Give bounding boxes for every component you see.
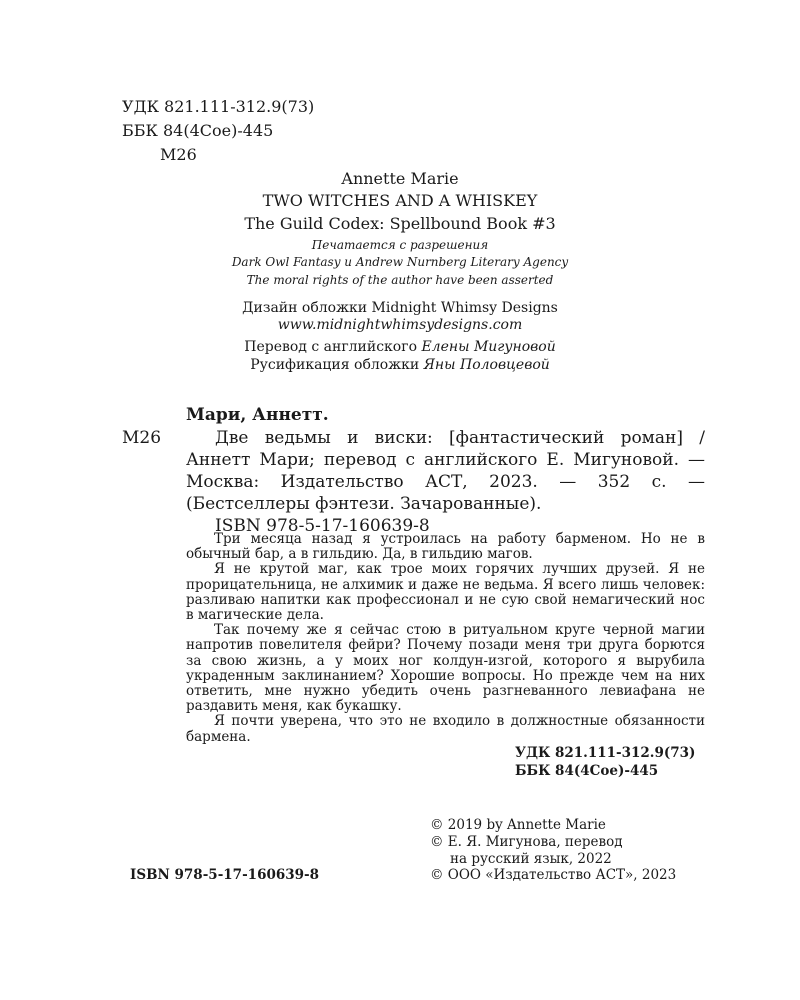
- cover-russification-credit: [150, 356, 650, 374]
- moral-rights: The moral rights of the author have been asserted: [246, 273, 554, 287]
- series-name: The Guild Codex: Spellbound Book #3: [244, 214, 556, 233]
- permission-line-2: Dark Owl Fantasy и Andrew Nurnberg Literary Agency: [231, 255, 569, 269]
- udk-code: УДК 821.111-312.9(73): [122, 97, 315, 116]
- copyright-publisher: © ООО «Издательство АСТ», 2023: [430, 867, 677, 883]
- translator-name: Елены Мигуновой: [421, 339, 556, 355]
- bib-author-mark: М26: [122, 428, 162, 448]
- original-author: Annette Marie: [341, 169, 459, 188]
- isbn-bottom: ISBN 978-5-17-160639-8: [130, 867, 320, 883]
- bib-isbn: ISBN 978-5-17-160639-8: [215, 516, 430, 536]
- bib-line-3: Москва: Издательство АСТ, 2023. — 352 с. —: [186, 472, 705, 492]
- annotation-paragraph: Так почему же я сейчас стою в ритуальном круге черной магии напротив повелителя фейри? Почему позади меня три друга борются за свою жизнь, а у моих ног колдун-изгой, которого я вырубила украденным заклинанием? Хорошие вопросы. Но прежде чем на них ответить, мне нужно убедить очень разгневанного левиафана не раздавить меня, как букашку.: [186, 622, 705, 715]
- original-title: TWO WITCHES AND A WHISKEY: [262, 191, 538, 210]
- bib-heading: Мари, Аннетт.: [186, 405, 329, 425]
- bbk-code: ББК 84(4Сое)-445: [122, 121, 274, 140]
- bib-line-4: (Бестселлеры фэнтези. Зачарованные).: [186, 494, 542, 514]
- author-mark: М26: [160, 145, 197, 164]
- bib-line-1: Две ведьмы и виски: [фантастический роман] /: [215, 428, 705, 448]
- udk-code-bottom: УДК 821.111-312.9(73): [515, 745, 696, 761]
- annotation-paragraph: Я не крутой маг, как трое моих горячих лучших друзей. Я не прорицательница, не алхимик и даже не ведьма. Я всего лишь человек: разливаю напитки как профессионал и не сую свой немагический нос в магические дела.: [186, 561, 705, 624]
- translation-credit: [150, 338, 650, 356]
- cover-design-credit: Дизайн обложки Midnight Whimsy Designs: [242, 300, 558, 316]
- annotation-paragraph: Три месяца назад я устроилась на работу барменом. Но не в обычный бар, а в гильдию. Да, в гильдию магов.: [186, 531, 705, 563]
- copyright-author: © 2019 by Annette Marie: [430, 817, 606, 833]
- designer-website: www.midnightwhimsydesigns.com: [277, 317, 523, 333]
- cover-russification-prefix: Русификация обложки: [250, 357, 424, 373]
- bbk-code-bottom: ББК 84(4Сое)-445: [515, 763, 659, 779]
- copyright-translator: © Е. Я. Мигунова, перевод: [430, 834, 623, 850]
- translation-prefix: Перевод с английского: [244, 339, 422, 355]
- annotation: [186, 532, 705, 745]
- annotation-paragraph: Я почти уверена, что это не входило в должностные обязанности бармена.: [186, 713, 705, 745]
- permission-line-1: Печатается с разрешения: [311, 238, 489, 252]
- copyright-translator-year: на русский язык, 2022: [450, 851, 612, 867]
- bib-line-2: Аннетт Мари; перевод с английского Е. Мигуновой. —: [186, 450, 705, 470]
- cover-russification-name: Яны Половцевой: [423, 357, 550, 373]
